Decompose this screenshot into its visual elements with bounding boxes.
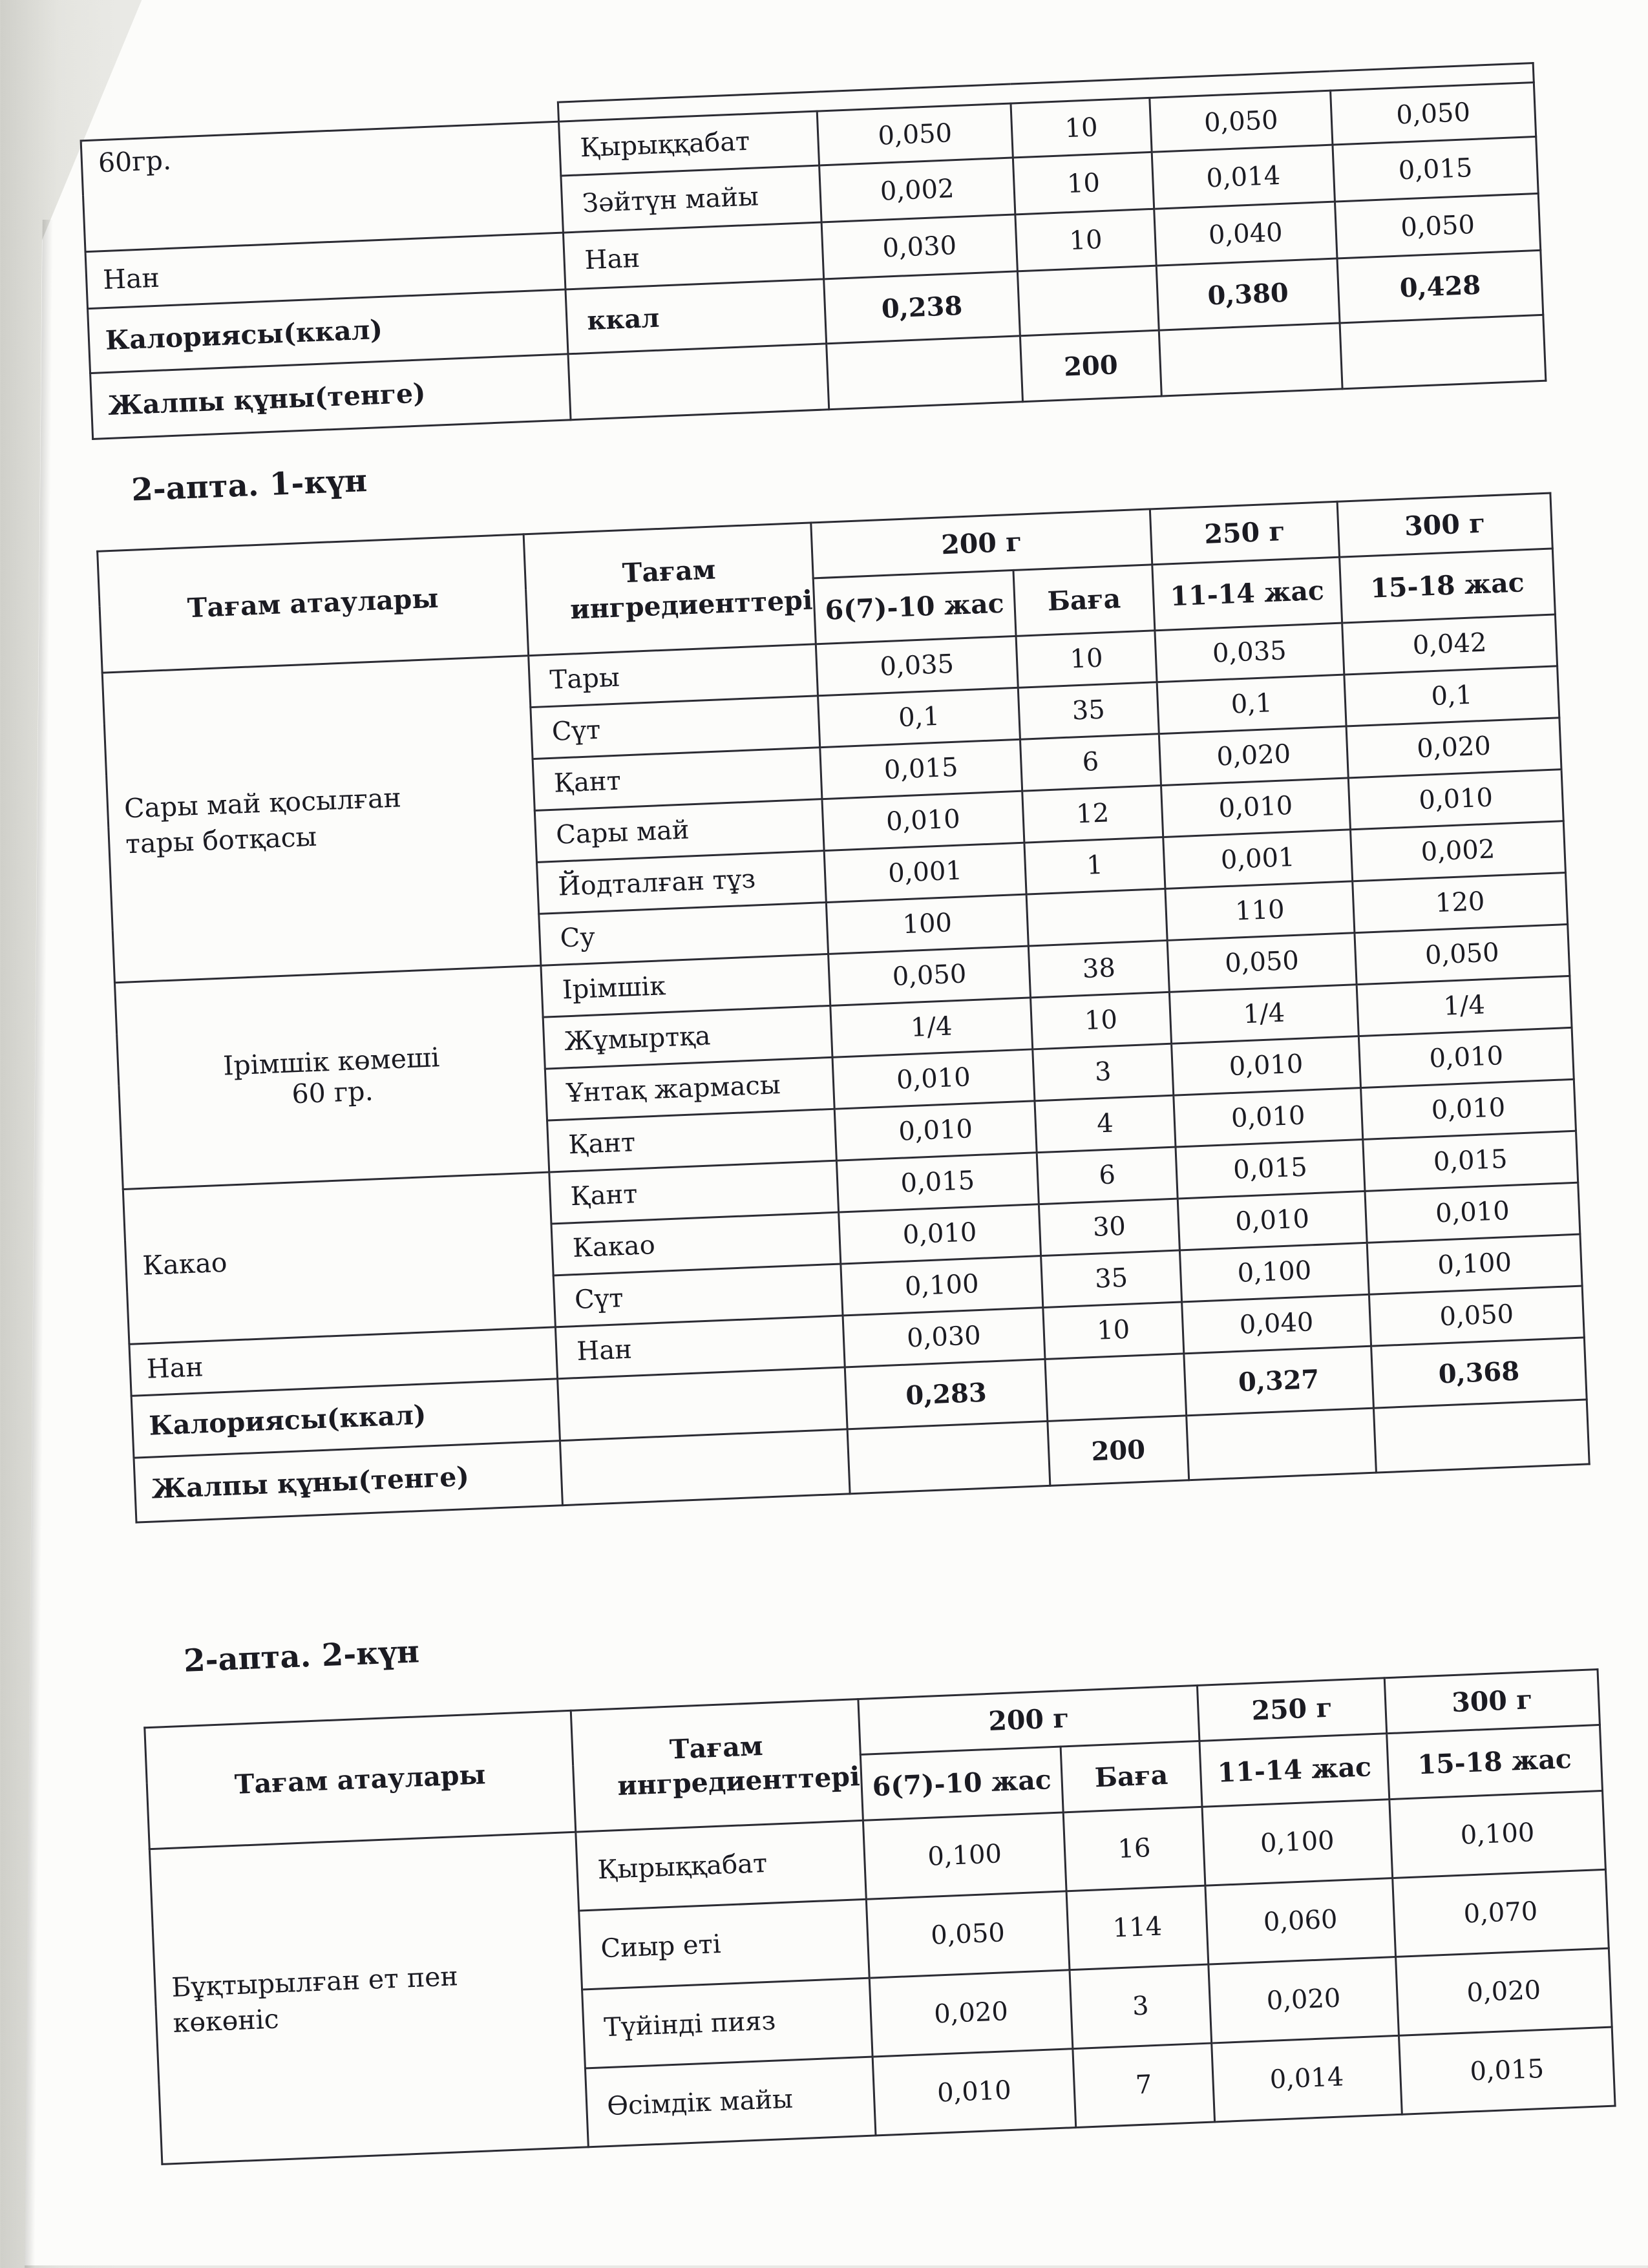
value-cell: 10	[1011, 98, 1152, 158]
col-header-250g: 250 г	[1197, 1677, 1386, 1741]
ingredient-cell: Қант	[549, 1160, 839, 1224]
ingredient-cell: Қант	[533, 747, 822, 810]
dish-cell: Какао	[123, 1172, 555, 1344]
value-cell: 35	[1041, 1250, 1182, 1308]
dish-cell: Нан	[129, 1327, 558, 1396]
value-cell: 0,020	[1209, 1957, 1399, 2043]
col-header-age-6-10: 6(7)-10 жас	[813, 570, 1016, 644]
value-cell: 0,050	[829, 946, 1031, 1005]
value-cell: 0,100	[1367, 1234, 1582, 1294]
value-cell: 0,015	[1399, 2027, 1615, 2114]
value-cell: 6	[1020, 733, 1161, 791]
value-cell: 0,042	[1342, 614, 1558, 675]
ingredient-cell: Сары май	[534, 799, 824, 862]
value-cell: 0,002	[1351, 821, 1566, 881]
value-cell: 0,010	[1174, 1087, 1363, 1147]
value-cell: 0,010	[1172, 1036, 1361, 1095]
value-cell: 0,015	[836, 1153, 1039, 1212]
ingredient-cell: ккал	[565, 279, 827, 354]
value-cell: 0,020	[1346, 718, 1561, 778]
dish-cell: Бұқтырылған ет пен көкөніс	[149, 1832, 588, 2164]
value-cell: 1	[1024, 837, 1165, 894]
value-cell: 0,001	[1163, 830, 1353, 889]
value-cell: 0,015	[1333, 136, 1538, 202]
dish-cell: Калориясы(ккал)	[88, 289, 568, 373]
col-header-age-11-14: 11-14 жас	[1199, 1733, 1389, 1807]
section-heading-week2-day2: 2-апта. 2-күн	[183, 1633, 420, 1679]
value-cell	[1026, 888, 1167, 946]
value-cell: 0,014	[1152, 145, 1335, 209]
value-cell: 0,050	[1331, 83, 1536, 145]
dish-cell: Нан	[85, 233, 565, 309]
value-cell: 0,070	[1393, 1869, 1609, 1957]
value-cell: 0,368	[1371, 1338, 1587, 1408]
value-cell: 114	[1066, 1885, 1209, 1970]
col-header-age-15-18: 15-18 жас	[1340, 549, 1556, 623]
value-cell: 0,014	[1212, 2035, 1402, 2122]
value-cell: 10	[1043, 1302, 1184, 1360]
value-cell: 0,020	[869, 1969, 1073, 2056]
col-header-age-6-10: 6(7)-10 жас	[860, 1747, 1063, 1820]
value-cell: 0,060	[1205, 1878, 1396, 1964]
menu-table-week2-day2	[143, 1668, 1616, 2165]
value-cell: 200	[1020, 330, 1161, 402]
col-header-age-15-18: 15-18 жас	[1387, 1725, 1603, 1799]
value-cell: 3	[1070, 1964, 1212, 2049]
value-cell: 3	[1033, 1044, 1174, 1101]
ingredient-cell: Сүт	[553, 1264, 843, 1327]
value-cell: 1/4	[1357, 976, 1572, 1036]
value-cell: 0,010	[1365, 1182, 1580, 1243]
value-cell: 7	[1073, 2043, 1215, 2128]
ingredient-cell: Ұнтақ жармасы	[545, 1057, 834, 1120]
value-cell: 0,010	[832, 1049, 1035, 1109]
value-cell: 30	[1039, 1199, 1179, 1256]
ingredient-cell: Тары	[529, 644, 818, 708]
value-cell: 0,010	[872, 2048, 1076, 2135]
ingredient-cell: Су	[539, 902, 829, 965]
value-cell: 0,1	[1157, 675, 1346, 734]
col-header-ingredient: Тағам ингредиенттері	[523, 523, 816, 656]
ingredient-cell: Жұмыртқа	[543, 1005, 832, 1069]
ingredient-cell: Сиыр еті	[579, 1899, 870, 1990]
ingredient-cell: Нан	[555, 1316, 845, 1379]
ingredient-cell: Нан	[563, 222, 823, 289]
value-cell: 0,035	[816, 636, 1018, 695]
page-content	[79, 62, 1614, 2165]
value-cell: 100	[826, 894, 1028, 954]
col-header-300g: 300 г	[1337, 493, 1552, 557]
value-cell: 0,015	[820, 739, 1022, 799]
value-cell: 0,035	[1155, 623, 1344, 682]
value-cell: 0,030	[821, 215, 1017, 279]
dish-cell: Сары май қосылған тары ботқасы	[102, 655, 541, 982]
value-cell: 0,015	[1176, 1139, 1365, 1199]
value-cell: 0,002	[819, 158, 1015, 222]
value-cell: 0,100	[1179, 1243, 1369, 1302]
value-cell: 35	[1018, 682, 1159, 739]
ingredient-cell: Қант	[547, 1109, 837, 1172]
value-cell: 0,030	[843, 1307, 1045, 1367]
value-cell: 0,010	[822, 791, 1024, 850]
col-header-250g: 250 г	[1150, 501, 1339, 565]
value-cell: 0,001	[824, 843, 1026, 902]
value-cell: 6	[1037, 1147, 1178, 1204]
col-header-200g: 200 г	[811, 509, 1152, 578]
value-cell: 0,327	[1184, 1346, 1374, 1416]
value-cell	[1373, 1400, 1589, 1473]
ingredient-cell: Сүт	[531, 696, 820, 759]
dish-cell: 60гр.	[81, 121, 563, 252]
ingredient-cell: Қырыққабат	[559, 111, 819, 176]
value-cell: 0,040	[1182, 1294, 1371, 1354]
col-header-dish: Тағам атаулары	[145, 1710, 576, 1849]
value-cell: 0,010	[1348, 769, 1563, 829]
value-cell: 10	[1016, 631, 1157, 688]
dish-cell: Ірімшік көмеші 60 гр.	[114, 965, 549, 1189]
value-cell: 0,050	[1167, 933, 1357, 992]
value-cell: 0,050	[817, 103, 1013, 165]
ingredient-cell	[568, 344, 829, 420]
value-cell: 0,010	[839, 1204, 1041, 1263]
value-cell: 0,010	[1358, 1027, 1574, 1087]
value-cell: 0,020	[1159, 726, 1348, 786]
value-cell	[1159, 323, 1342, 396]
col-header-ingredient: Тағам ингредиенттері	[571, 1699, 863, 1832]
value-cell: 1/4	[1169, 984, 1358, 1044]
menu-table-week2-day1	[96, 492, 1590, 1523]
value-cell: 0,238	[824, 271, 1020, 344]
value-cell: 0,015	[1363, 1131, 1578, 1191]
value-cell: 0,050	[866, 1891, 1070, 1977]
value-cell: 10	[1015, 209, 1156, 271]
value-cell: 110	[1165, 881, 1355, 941]
ingredient-cell: Зәйтүн майы	[561, 165, 821, 233]
value-cell: 0,050	[1369, 1286, 1584, 1346]
value-cell: 0,010	[1361, 1079, 1576, 1139]
value-cell: 0,050	[1150, 90, 1333, 152]
value-cell: 0,100	[841, 1255, 1043, 1315]
value-cell: 38	[1028, 940, 1169, 998]
col-header-price: Баға	[1061, 1741, 1202, 1812]
value-cell: 12	[1022, 785, 1163, 843]
value-cell: 0,010	[1178, 1191, 1367, 1250]
value-cell: 0,1	[818, 688, 1020, 747]
value-cell: 0,020	[1396, 1948, 1612, 2035]
value-cell: 10	[1013, 152, 1154, 215]
menu-table-top-partial	[79, 62, 1547, 440]
value-cell: 0,010	[1161, 778, 1351, 837]
value-cell: 10	[1031, 992, 1172, 1049]
value-cell: 0,380	[1156, 258, 1340, 330]
value-cell: 0,040	[1154, 202, 1337, 266]
ingredient-cell	[558, 1367, 847, 1441]
value-cell: 0,010	[834, 1101, 1037, 1160]
col-header-dish: Тағам атаулары	[98, 534, 529, 673]
ingredient-cell: Йодталған тұз	[536, 850, 826, 914]
dish-cell: Жалпы құны(тенге)	[134, 1441, 562, 1522]
ingredient-cell: Өсімдік майы	[585, 2057, 876, 2147]
col-header-price: Баға	[1013, 565, 1155, 636]
value-cell: 0,100	[1389, 1790, 1606, 1878]
col-header-age-11-14: 11-14 жас	[1152, 557, 1342, 631]
section-heading-week2-day1: 2-апта. 1-күн	[131, 463, 368, 509]
value-cell: 1/4	[830, 998, 1033, 1057]
dish-cell: Калориясы(ккал)	[131, 1379, 560, 1458]
value-cell	[847, 1421, 1050, 1493]
col-header-200g: 200 г	[858, 1685, 1199, 1754]
ingredient-cell: Түйінді пияз	[582, 1978, 873, 2068]
ingredient-cell: Какао	[551, 1212, 841, 1276]
value-cell: 4	[1035, 1095, 1176, 1153]
ingredient-cell: Ірімшік	[541, 954, 830, 1017]
value-cell: 0,100	[863, 1812, 1066, 1899]
dish-cell: Жалпы құны(тенге)	[90, 354, 571, 439]
value-cell: 0,1	[1344, 666, 1559, 726]
value-cell: 16	[1063, 1807, 1205, 1891]
value-cell	[1017, 266, 1159, 336]
value-cell	[1340, 315, 1546, 389]
value-cell: 0,428	[1337, 250, 1543, 323]
ingredient-cell: Қырыққабат	[576, 1820, 867, 1911]
value-cell: 0,050	[1335, 193, 1540, 258]
value-cell: 0,050	[1355, 924, 1570, 984]
value-cell: 0,283	[845, 1359, 1048, 1429]
value-cell	[1045, 1354, 1187, 1422]
value-cell	[1187, 1408, 1377, 1480]
ingredient-cell	[560, 1429, 850, 1506]
value-cell: 0,100	[1202, 1799, 1393, 1885]
value-cell: 200	[1048, 1416, 1189, 1486]
value-cell: 120	[1353, 872, 1568, 932]
value-cell	[827, 336, 1023, 410]
col-header-300g: 300 г	[1384, 1669, 1600, 1733]
